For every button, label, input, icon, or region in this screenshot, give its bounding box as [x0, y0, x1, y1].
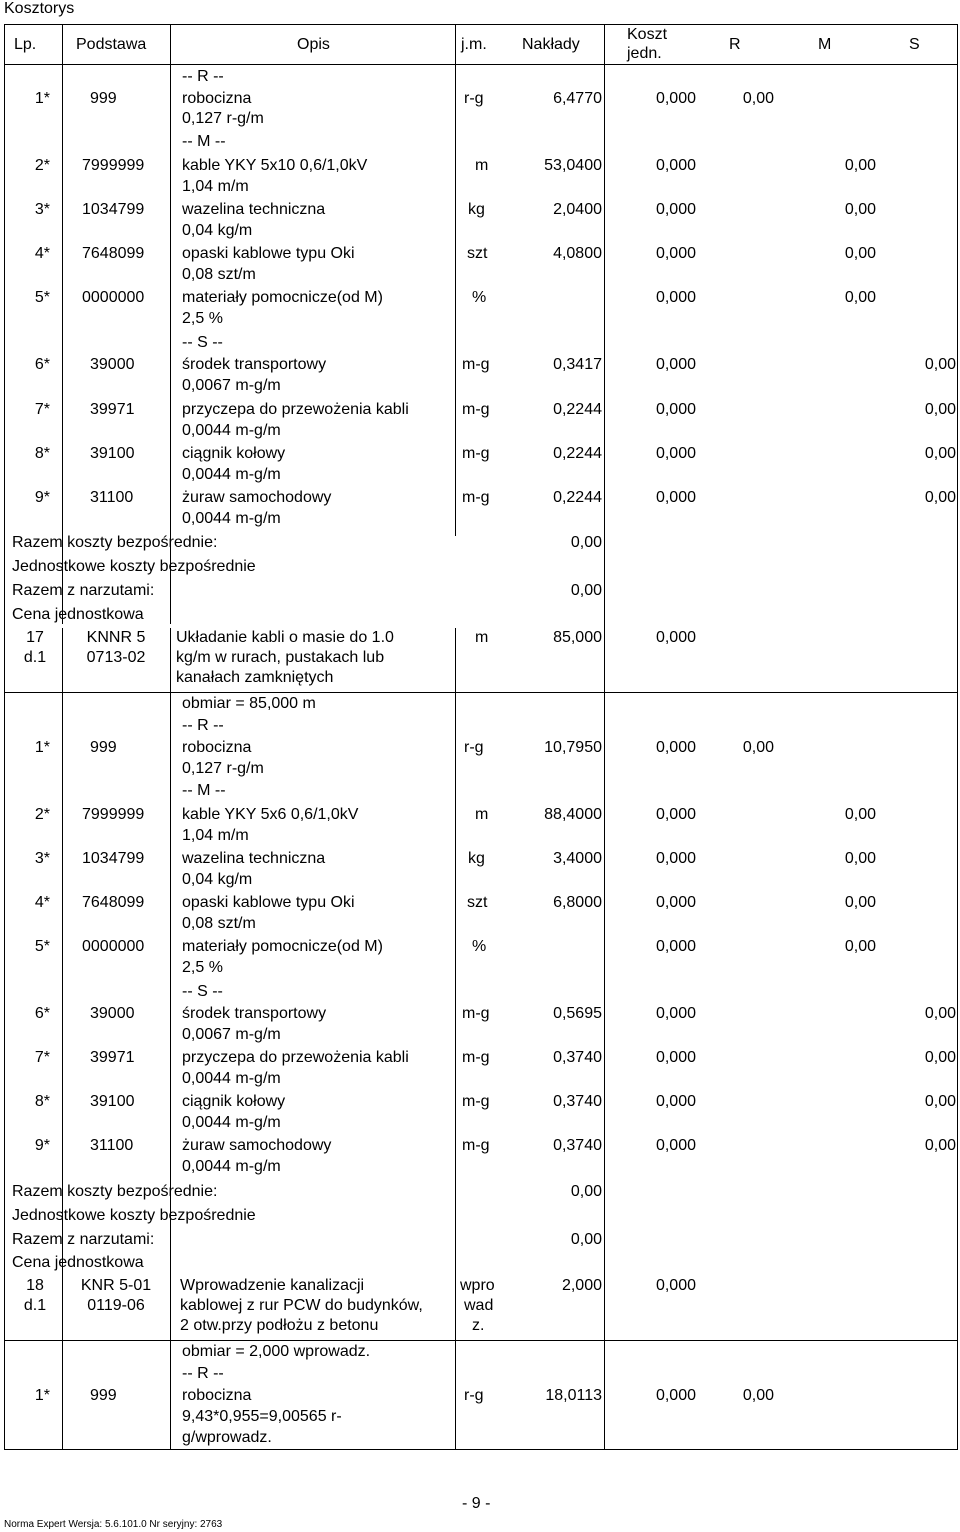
item-naklad: 0,2244: [553, 489, 602, 506]
item-lp: 7*: [34, 1049, 50, 1066]
column-divider: [455, 24, 456, 536]
item-lp: 9*: [34, 489, 50, 506]
item-nazwa: żuraw samochodowy: [182, 489, 332, 506]
header-s: S: [909, 36, 920, 53]
item-norma: 0,0044 m-g/m: [182, 1114, 281, 1131]
item-norma: 9,43*0,955=9,00565 r-: [182, 1408, 342, 1425]
item-kod: 39100: [90, 1093, 135, 1110]
item-r-value: 0,00: [742, 90, 774, 107]
item-naklad: 4,0800: [553, 245, 602, 262]
item-kod: 0000000: [82, 938, 145, 955]
position-podstawa: KNR 5-01: [80, 1277, 152, 1294]
item-naklad: 88,4000: [544, 806, 602, 823]
item-norma: 2,5 %: [182, 959, 223, 976]
header-jedn: jedn.: [627, 45, 662, 62]
position-jm: wpro: [460, 1277, 495, 1294]
item-s-value: 0,00: [924, 356, 956, 373]
item-naklad: 0,5695: [553, 1005, 602, 1022]
item-lp: 6*: [34, 356, 50, 373]
position-divider: [4, 1340, 958, 1341]
item-koszt: 0,000: [655, 1049, 696, 1066]
item-koszt: 0,000: [655, 1137, 696, 1154]
item-lp: 5*: [34, 289, 50, 306]
item-lp: 3*: [34, 850, 50, 867]
position-ilosc: 2,000: [561, 1277, 602, 1294]
item-lp: 1*: [34, 90, 50, 107]
item-naklad: 0,3740: [553, 1137, 602, 1154]
item-koszt: 0,000: [655, 739, 696, 756]
item-kod: 7648099: [82, 245, 145, 262]
header-r: R: [729, 36, 741, 53]
item-jm: m-g: [462, 356, 490, 373]
item-norma: 0,0067 m-g/m: [182, 377, 281, 394]
item-r-value: 0,00: [742, 1387, 774, 1404]
item-norma: 0,08 szt/m: [182, 915, 256, 932]
item-jm: %: [472, 938, 487, 955]
item-nazwa: środek transportowy: [182, 356, 327, 373]
item-koszt: 0,000: [655, 356, 696, 373]
item-kod: 7648099: [82, 894, 145, 911]
item-lp: 1*: [34, 1387, 50, 1404]
item-norma: 1,04 m/m: [182, 178, 249, 195]
software-info: Norma Expert Wersja: 5.6.101.0 Nr seryjny: 2763: [4, 1519, 223, 1530]
item-jm: m-g: [462, 1137, 490, 1154]
summary-value: 0,00: [570, 582, 602, 599]
item-m-value: 0,00: [844, 157, 876, 174]
item-nazwa: kable YKY 5x10 0,6/1,0kV: [182, 157, 368, 174]
item-koszt: 0,000: [655, 894, 696, 911]
position-lp: 18: [26, 1277, 44, 1294]
item-s-value: 0,00: [924, 401, 956, 418]
summary-jednostkowe: Jednostkowe koszty bezpośrednie: [12, 558, 256, 575]
column-divider: [604, 24, 605, 1450]
position-koszt: 0,000: [655, 629, 696, 646]
item-m-value: 0,00: [844, 894, 876, 911]
summary-value: 0,00: [570, 1183, 602, 1200]
summary-jednostkowe: Jednostkowe koszty bezpośrednie: [12, 1207, 256, 1224]
item-lp: 4*: [34, 245, 50, 262]
item-kod: 999: [90, 90, 117, 107]
item-norma: 0,0044 m-g/m: [182, 510, 281, 527]
item-kod: 1034799: [82, 850, 145, 867]
item-r-value: 0,00: [742, 739, 774, 756]
item-koszt: 0,000: [655, 938, 696, 955]
item-nazwa: opaski kablowe typu Oki: [182, 894, 355, 911]
item-kod: 7999999: [82, 806, 145, 823]
summary-razem-narzuty: Razem z narzutami:: [12, 1231, 155, 1248]
summary-razem-bezposrednie: Razem koszty bezpośrednie:: [12, 534, 218, 551]
item-naklad: 0,3740: [553, 1093, 602, 1110]
item-naklad: 6,8000: [553, 894, 602, 911]
item-lp: 3*: [34, 201, 50, 218]
item-norma: 0,0044 m-g/m: [182, 1070, 281, 1087]
item-koszt: 0,000: [655, 489, 696, 506]
item-lp: 8*: [34, 1093, 50, 1110]
item-lp: 2*: [34, 806, 50, 823]
item-jm: szt: [467, 894, 488, 911]
item-naklad: 0,3417: [553, 356, 602, 373]
item-nazwa: robocizna: [182, 90, 252, 107]
item-norma: 0,08 szt/m: [182, 266, 256, 283]
item-norma: 1,04 m/m: [182, 827, 249, 844]
item-nazwa: wazelina techniczna: [182, 201, 326, 218]
position-jm: m: [475, 629, 489, 646]
item-naklad: 0,2244: [553, 445, 602, 462]
item-naklad: 0,3740: [553, 1049, 602, 1066]
item-m-value: 0,00: [844, 245, 876, 262]
item-m-value: 0,00: [844, 806, 876, 823]
item-m-value: 0,00: [844, 850, 876, 867]
item-lp: 8*: [34, 445, 50, 462]
item-jm: r-g: [464, 90, 484, 107]
item-lp: 7*: [34, 401, 50, 418]
item-jm: m-g: [462, 401, 490, 418]
item-lp: 2*: [34, 157, 50, 174]
item-koszt: 0,000: [655, 445, 696, 462]
item-s-value: 0,00: [924, 1049, 956, 1066]
summary-value: 0,00: [570, 1231, 602, 1248]
item-lp: 6*: [34, 1005, 50, 1022]
item-koszt: 0,000: [655, 806, 696, 823]
item-norma: 0,127 r-g/m: [182, 760, 264, 777]
item-lp: 5*: [34, 938, 50, 955]
item-koszt: 0,000: [655, 850, 696, 867]
item-koszt: 0,000: [655, 401, 696, 418]
item-jm: m-g: [462, 489, 490, 506]
header-podstawa: Podstawa: [76, 36, 147, 53]
position-opis: Układanie kabli o masie do 1.0: [176, 629, 394, 646]
item-s-value: 0,00: [924, 1093, 956, 1110]
item-norma: 0,0044 m-g/m: [182, 466, 281, 483]
item-m-value: 0,00: [844, 201, 876, 218]
item-nazwa: przyczepa do przewożenia kabli: [182, 1049, 409, 1066]
summary-razem-bezposrednie: Razem koszty bezpośrednie:: [12, 1183, 218, 1200]
position-jm: z.: [472, 1317, 485, 1334]
item-kod: 39971: [90, 401, 135, 418]
section-r: -- R --: [182, 68, 224, 85]
item-jm: m: [475, 157, 489, 174]
item-jm: r-g: [464, 1387, 484, 1404]
header-lp: Lp.: [14, 36, 37, 53]
item-kod: 39100: [90, 445, 135, 462]
position-podstawa: KNNR 5: [86, 629, 146, 646]
header-koszt: Koszt: [627, 26, 668, 43]
column-divider: [170, 628, 171, 1450]
item-naklad: 18,0113: [545, 1387, 602, 1404]
item-norma: 2,5 %: [182, 310, 223, 327]
position-lp-suffix: d.1: [23, 649, 47, 666]
item-kod: 0000000: [82, 289, 145, 306]
position-obmiar: obmiar = 2,000 wprowadz.: [182, 1343, 371, 1360]
item-kod: 999: [90, 1387, 117, 1404]
position-jm: wad: [464, 1297, 494, 1314]
item-s-value: 0,00: [924, 489, 956, 506]
column-divider: [62, 628, 63, 1450]
item-m-value: 0,00: [844, 289, 876, 306]
item-koszt: 0,000: [655, 1387, 696, 1404]
item-jm: m: [475, 806, 489, 823]
item-jm: m-g: [462, 1005, 490, 1022]
item-nazwa: kable YKY 5x6 0,6/1,0kV: [182, 806, 359, 823]
item-nazwa: środek transportowy: [182, 1005, 327, 1022]
item-jm: kg: [468, 850, 485, 867]
item-nazwa: robocizna: [182, 1387, 252, 1404]
position-opis: kablowej z rur PCW do budynków,: [180, 1297, 423, 1314]
item-koszt: 0,000: [655, 201, 696, 218]
item-nazwa: żuraw samochodowy: [182, 1137, 332, 1154]
item-norma: 0,04 kg/m: [182, 222, 253, 239]
item-kod: 999: [90, 739, 117, 756]
item-norma: 0,0067 m-g/m: [182, 1026, 281, 1043]
item-koszt: 0,000: [655, 1093, 696, 1110]
item-m-value: 0,00: [844, 938, 876, 955]
item-nazwa: opaski kablowe typu Oki: [182, 245, 355, 262]
item-jm: m-g: [462, 445, 490, 462]
item-norma: g/wprowadz.: [182, 1429, 272, 1446]
item-nazwa: wazelina techniczna: [182, 850, 326, 867]
item-kod: 31100: [90, 1137, 134, 1154]
header-opis: Opis: [297, 36, 330, 53]
section-r: -- R --: [182, 717, 224, 734]
header-jm: j.m.: [461, 36, 487, 53]
item-lp: 4*: [34, 894, 50, 911]
item-jm: %: [472, 289, 487, 306]
position-lp: 17: [26, 629, 44, 646]
item-koszt: 0,000: [655, 157, 696, 174]
item-nazwa: przyczepa do przewożenia kabli: [182, 401, 409, 418]
item-s-value: 0,00: [924, 445, 956, 462]
item-nazwa: ciągnik kołowy: [182, 445, 286, 462]
item-jm: kg: [468, 201, 485, 218]
section-s: -- S --: [182, 334, 223, 351]
item-kod: 7999999: [82, 157, 145, 174]
section-r: -- R --: [182, 1365, 224, 1382]
document-title: Kosztorys: [4, 0, 75, 17]
item-jm: r-g: [464, 739, 484, 756]
item-jm: szt: [467, 245, 488, 262]
header-m: M: [818, 36, 832, 53]
position-opis: kanałach zamkniętych: [176, 669, 334, 686]
item-kod: 39000: [90, 1005, 135, 1022]
item-lp: 1*: [34, 739, 50, 756]
item-s-value: 0,00: [924, 1137, 956, 1154]
position-podstawa-code: 0713-02: [86, 649, 146, 666]
item-nazwa: materiały pomocnicze(od M): [182, 289, 383, 306]
item-lp: 9*: [34, 1137, 50, 1154]
header-naklady: Nakłady: [522, 36, 580, 53]
item-naklad: 6,4770: [553, 90, 602, 107]
item-norma: 0,0044 m-g/m: [182, 422, 281, 439]
item-nazwa: ciągnik kołowy: [182, 1093, 286, 1110]
column-divider: [455, 628, 456, 1450]
item-jm: m-g: [462, 1093, 490, 1110]
item-koszt: 0,000: [655, 289, 696, 306]
item-koszt: 0,000: [655, 245, 696, 262]
item-kod: 1034799: [82, 201, 145, 218]
summary-cena-jednostkowa: Cena jednostkowa: [12, 1254, 144, 1271]
item-naklad: 2,0400: [553, 201, 602, 218]
position-obmiar: obmiar = 85,000 m: [182, 695, 316, 712]
page-number: - 9 -: [462, 1495, 491, 1512]
section-m: -- M --: [182, 782, 226, 799]
item-kod: 39971: [90, 1049, 135, 1066]
header-divider: [4, 64, 958, 65]
item-naklad: 53,0400: [544, 157, 602, 174]
item-norma: 0,04 kg/m: [182, 871, 253, 888]
position-opis: kg/m w rurach, pustakach lub: [176, 649, 385, 666]
position-opis: 2 otw.przy podłożu z betonu: [180, 1317, 379, 1334]
item-norma: 0,0044 m-g/m: [182, 1158, 281, 1175]
position-divider: [4, 692, 958, 693]
position-opis: Wprowadzenie kanalizacji: [180, 1277, 365, 1294]
position-ilosc: 85,000: [553, 629, 602, 646]
position-podstawa-code: 0119-06: [87, 1297, 145, 1314]
summary-value: 0,00: [570, 534, 602, 551]
item-s-value: 0,00: [924, 1005, 956, 1022]
section-m: -- M --: [182, 133, 226, 150]
item-norma: 0,127 r-g/m: [182, 110, 264, 127]
item-koszt: 0,000: [655, 90, 696, 107]
summary-cena-jednostkowa: Cena jednostkowa: [12, 606, 144, 623]
item-jm: m-g: [462, 1049, 490, 1066]
item-nazwa: materiały pomocnicze(od M): [182, 938, 383, 955]
position-lp-suffix: d.1: [23, 1297, 47, 1314]
summary-razem-narzuty: Razem z narzutami:: [12, 582, 155, 599]
item-naklad: 10,7950: [544, 739, 602, 756]
section-s: -- S --: [182, 983, 223, 1000]
item-naklad: 0,2244: [553, 401, 602, 418]
item-koszt: 0,000: [655, 1005, 696, 1022]
item-naklad: 3,4000: [553, 850, 602, 867]
item-kod: 31100: [90, 489, 134, 506]
item-nazwa: robocizna: [182, 739, 252, 756]
item-kod: 39000: [90, 356, 135, 373]
position-koszt: 0,000: [655, 1277, 696, 1294]
